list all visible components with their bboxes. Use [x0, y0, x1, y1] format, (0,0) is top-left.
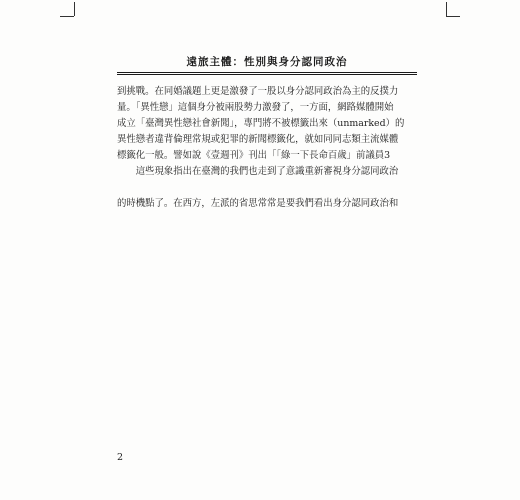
- header-rule: [117, 72, 417, 73]
- crop-mark: [60, 16, 74, 17]
- body-line: 到挑戰。在同婚議題上更是激發了一股以身分認同政治為主的反撲力: [117, 86, 399, 97]
- running-header: 遠旅主體：性別與身分認同政治: [186, 56, 348, 68]
- body-line: 異性戀者違背倫理常規或犯罪的新聞標籤化，就如同同志類主流媒體: [117, 134, 399, 145]
- crop-mark: [446, 2, 447, 16]
- page-number: 2: [117, 452, 124, 463]
- body-line: 量。「異性戀」這個身分被兩股勢力激發了，一方面，網路媒體開始: [117, 102, 394, 113]
- crop-mark: [446, 16, 460, 17]
- unread-line: [117, 180, 417, 196]
- paragraph-line: 的時機點了。在西方，左派的省思常常是要我們看出身分認同政治和: [117, 198, 399, 209]
- body-line: 標籤化一般。譬如說《壹週刊》刊出「「綠一下長命百歲」前議員3: [117, 150, 391, 161]
- paragraph-line: 這些現象指出在臺灣的我們也走到了意識重新審視身分認同政治: [135, 166, 399, 177]
- crop-mark: [74, 2, 75, 16]
- body-line: 成立「臺灣異性戀社會新聞」，專門將不被標籤出來（unmarked）的: [117, 118, 405, 129]
- header-rule: [117, 74, 417, 75]
- page-body: [117, 84, 417, 212]
